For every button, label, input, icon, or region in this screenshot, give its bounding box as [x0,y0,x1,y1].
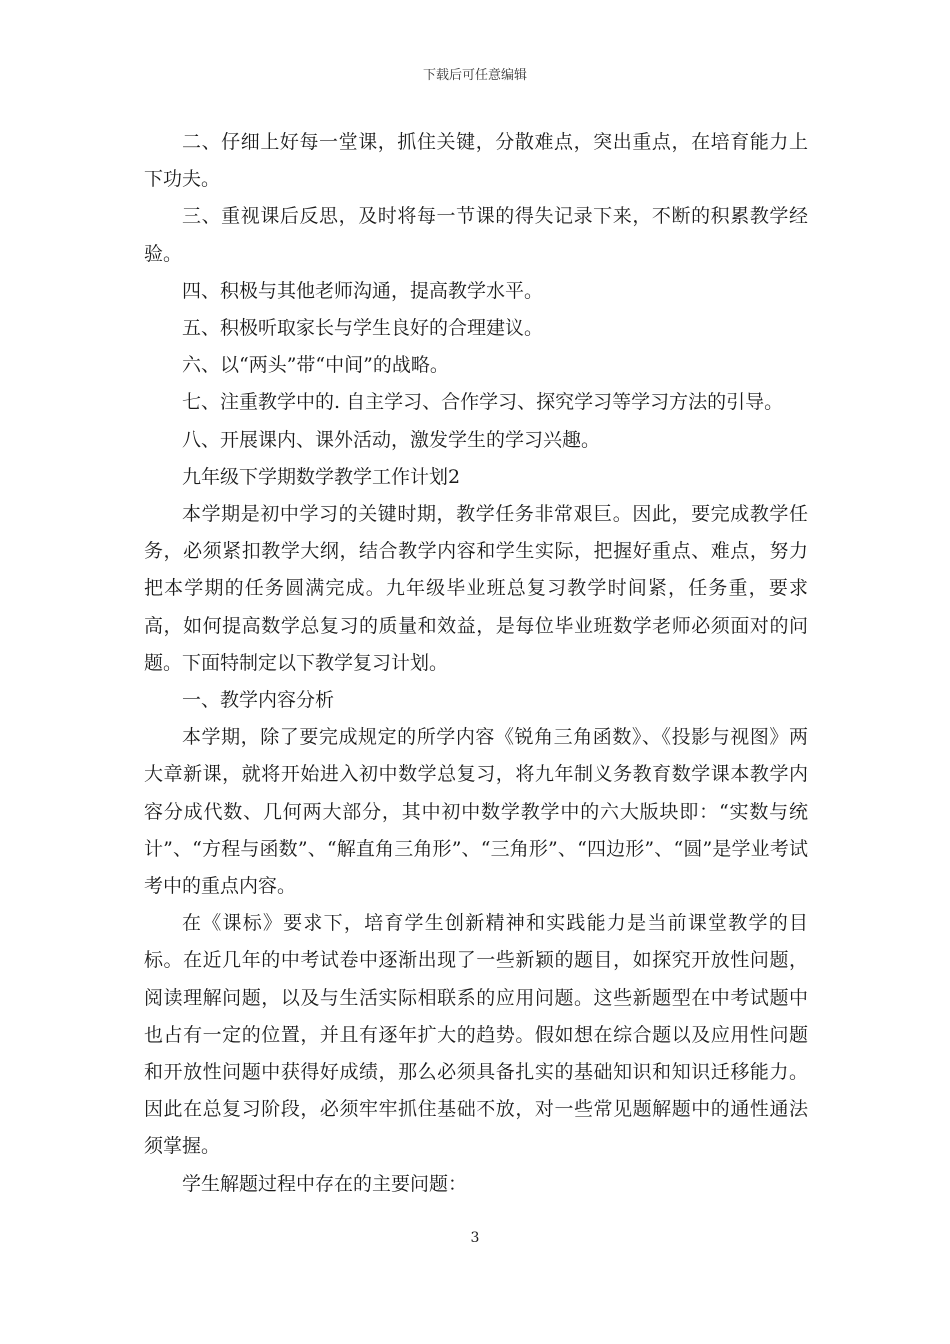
page-header: 下载后可任意编辑 [422,68,527,83]
paragraph-item-7: 七、注重教学中的. 自主学习、合作学习、探究学习等学习方法的引导。 [182,391,784,414]
curriculum-paragraph: 在《课标》要求下，培育学生创新精神和实践能力是当前课堂教学的目标。在近几年的中考试卷中逐渐出现了一些新颖的题目，如探究开放性问题，阅读理解问题，以及与生活实际相联系的应用问题。这些新题型在中考试题中也占有一定的位置，并且有逐年扩大的趋势。假如想在综合题以及应用性问题和开放性问题中获得好成绩，那么必须具备扎实的基础知识和知识迁移能力。因此在总复习阶段，必须牢牢抓住基础不放，对一些常见题解题中的通性通法须掌握。 [144,912,808,1158]
paragraph-item-8: 八、开展课内、课外活动，激发学生的学习兴趣。 [182,428,601,451]
problems-lead-paragraph: 学生解题过程中存在的主要问题： [182,1172,468,1195]
paragraph-item-6: 六、以“两头”带“中间”的战略。 [182,354,449,377]
section-heading: 九年级下学期数学教学工作计划2 [182,465,461,488]
content-analysis-paragraph: 本学期，除了要完成规定的所学内容《锐角三角函数》、《投影与视图》两大章新课，就将开始进入初中数学总复习，将九年制义务教育数学课本教学内容分成代数、几何两大部分，其中初中数学教学中的六大版块即：“实数与统计”、“方程与函数”、“解直角三角形”、“三角形”、“四边形”、“圆”是学业考试考中的重点内容。 [144,726,808,898]
subsection-heading: 一、教学内容分析 [182,689,335,712]
paragraph-item-2: 二、仔细上好每一堂课，抓住关键，分散难点，突出重点，在培育能力上下功夫。 [144,131,808,191]
intro-paragraph: 本学期是初中学习的关键时期，教学任务非常艰巨。因此，要完成教学任务，必须紧扣教学大纲，结合教学内容和学生实际，把握好重点、难点，努力把本学期的任务圆满完成。九年级毕业班总复习教学时间紧，任务重，要求高，如何提高数学总复习的质量和效益，是每位毕业班数学老师必须面对的问题。下面特制定以下教学复习计划。 [144,503,808,674]
paragraph-item-5: 五、积极听取家长与学生良好的合理建议。 [182,317,544,340]
page-number: 3 [470,1230,480,1246]
document-body [144,124,808,1203]
paragraph-item-3: 三、重视课后反思，及时将每一节课的得失记录下来，不断的积累教学经验。 [144,205,808,265]
paragraph-item-4: 四、积极与其他老师沟通，提高教学水平。 [182,279,544,302]
